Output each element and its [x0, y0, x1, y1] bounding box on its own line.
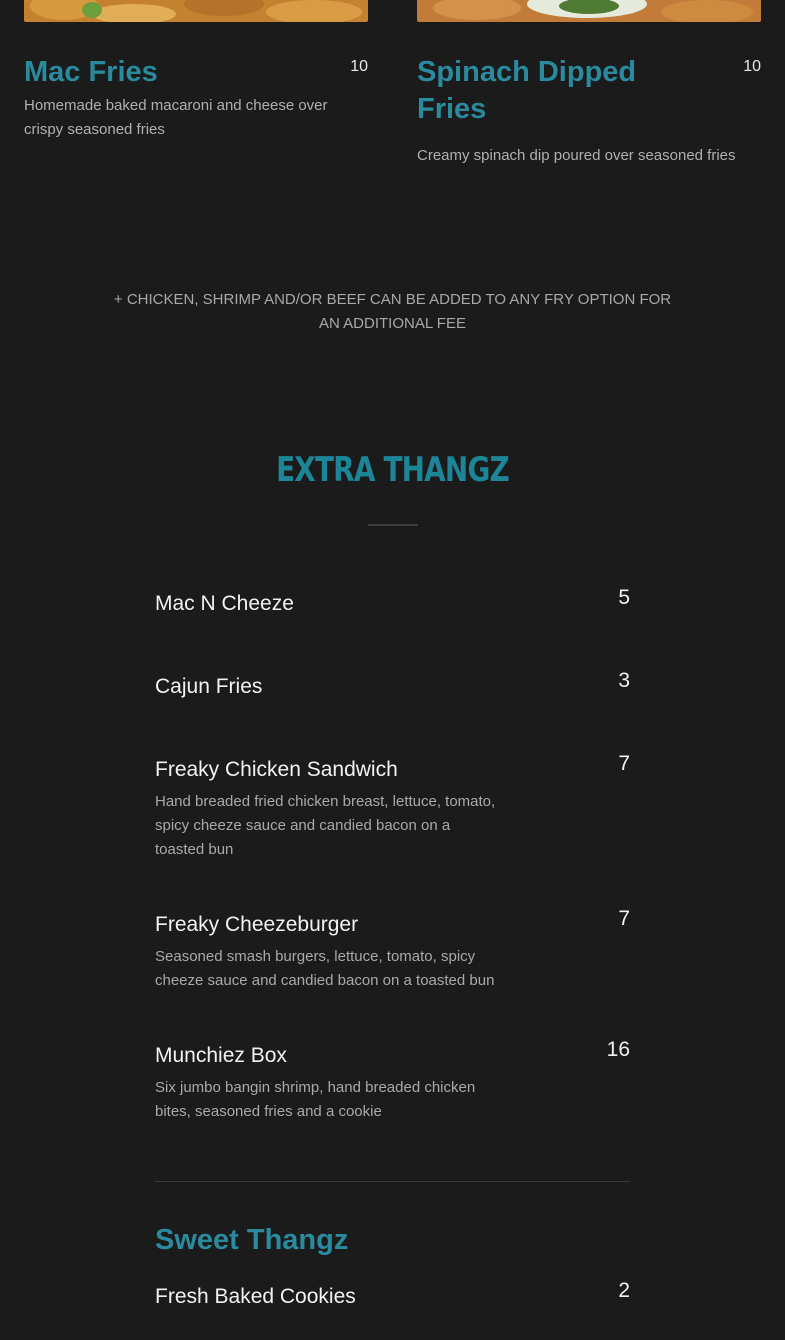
list-item — [155, 669, 630, 701]
menu-card-mac-fries — [24, 0, 368, 138]
menu-item-description: Homemade baked macaroni and cheese over crispy seasoned fries — [24, 97, 328, 138]
item-price: 16 — [606, 1038, 630, 1061]
section-divider — [368, 524, 418, 526]
item-name: Cajun Fries — [155, 675, 263, 698]
list-item — [155, 752, 630, 862]
mac-fries-photo — [24, 0, 368, 22]
menu-item-description: Creamy spinach dip poured over seasoned fries — [417, 147, 736, 164]
section-title: EXTRA THANGZ — [276, 450, 509, 490]
menu-item-price: 10 — [350, 58, 368, 75]
add-protein-notice: + CHICKEN, SHRIMP AND/OR BEEF CAN BE ADDED TO ANY FRY OPTION FOR AN ADDITIONAL FEE — [113, 291, 672, 332]
item-price: 2 — [618, 1279, 630, 1302]
item-price: 7 — [618, 752, 630, 775]
spinach-fries-photo — [417, 0, 761, 22]
item-description: Hand breaded fried chicken breast, lettuce, tomato, spicy cheeze sauce and candied bacon on a toasted bun — [155, 793, 496, 858]
list-item — [155, 1279, 630, 1311]
menu-item-price: 10 — [743, 58, 761, 75]
item-name: Freaky Chicken Sandwich — [155, 758, 398, 781]
list-item — [155, 1038, 630, 1124]
menu-item-title: Mac Fries — [24, 56, 158, 88]
item-price: 7 — [618, 907, 630, 930]
subsection-title: Sweet Thangz — [155, 1224, 349, 1256]
item-price: 5 — [618, 586, 630, 609]
item-description: Seasoned smash burgers, lettuce, tomato, spicy cheeze sauce and candied bacon on a toasted bun — [155, 948, 495, 989]
list-divider — [155, 1181, 630, 1182]
item-name: Mac N Cheeze — [155, 592, 294, 615]
item-description: Six jumbo bangin shrimp, hand breaded chicken bites, seasoned fries and a cookie — [155, 1079, 476, 1120]
list-item — [155, 586, 630, 618]
menu-item-title: Spinach Dipped Fries — [417, 56, 637, 125]
item-name: Freaky Cheezeburger — [155, 913, 359, 936]
item-name: Fresh Baked Cookies — [155, 1285, 356, 1308]
list-item — [155, 907, 630, 993]
item-name: Munchiez Box — [155, 1044, 287, 1067]
menu-card-spinach-dipped-fries — [417, 0, 761, 164]
item-price: 3 — [618, 669, 630, 692]
